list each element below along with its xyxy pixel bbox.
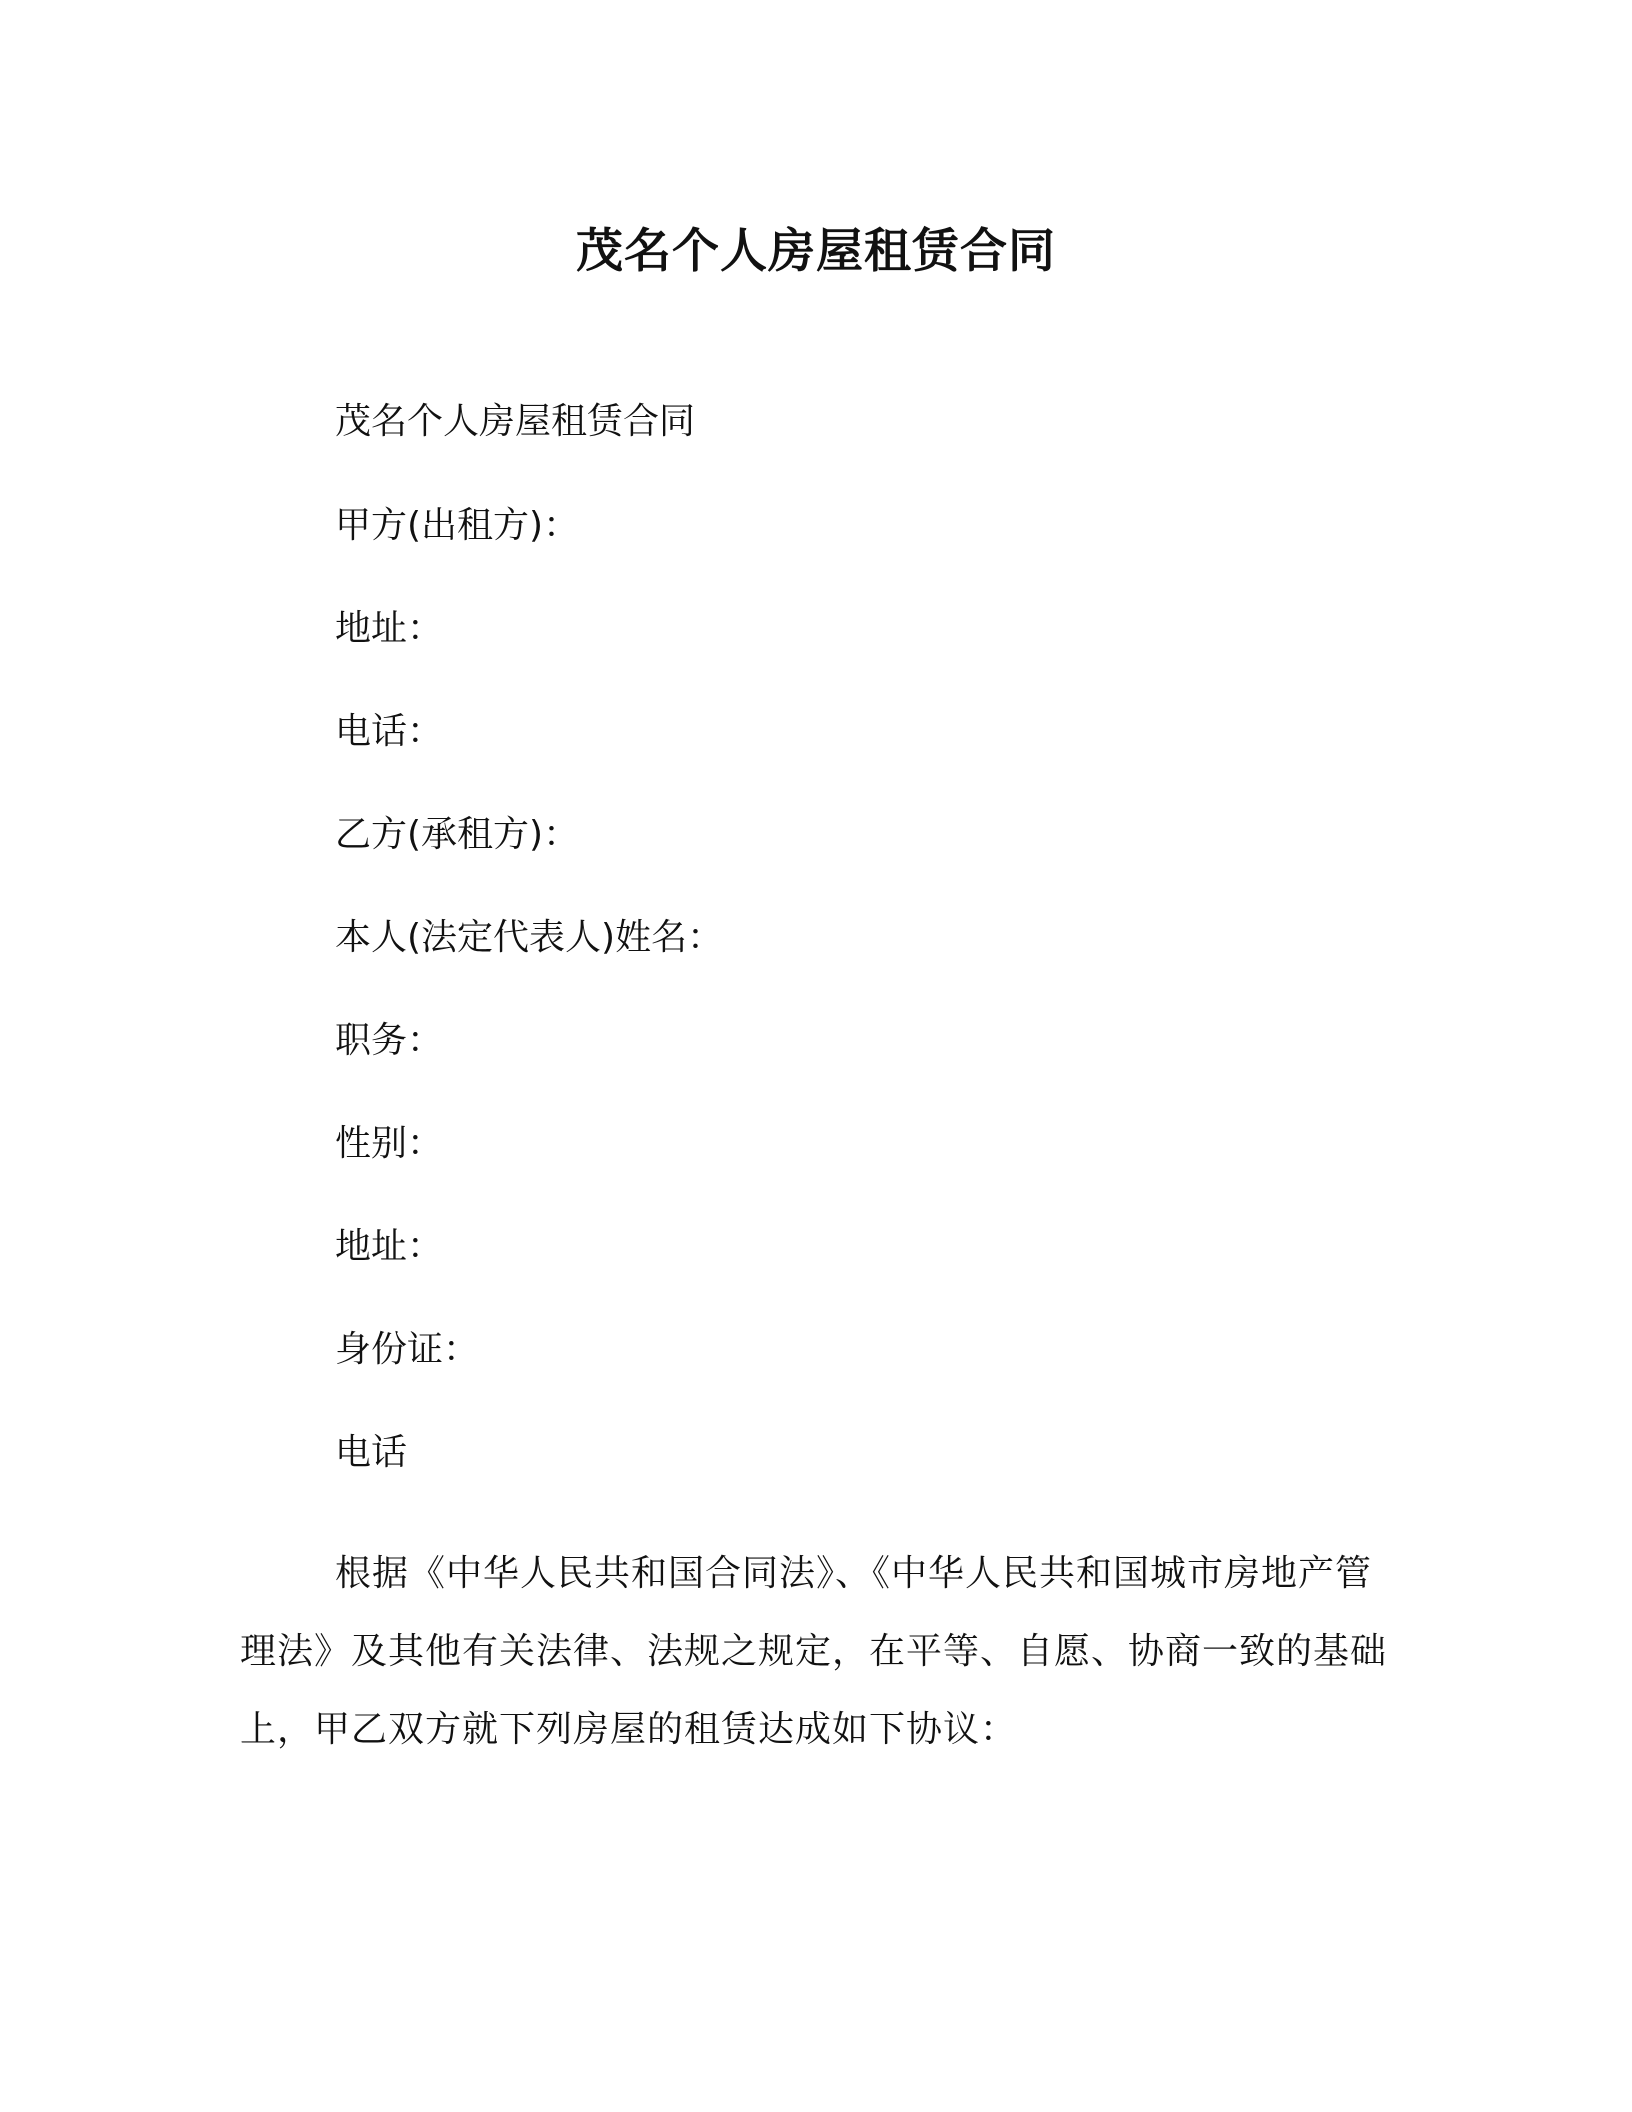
preamble-paragraph: 根据《中华人民共和国合同法》、《中华人民共和国城市房地产管理法》及其他有关法律、法规之规定，在平等、自愿、协商一致的基础上，甲乙双方就下列房屋的租赁达成如下协议： xyxy=(240,1553,1388,1750)
field-lessee: 乙方(承租方)： xyxy=(335,814,580,855)
field-lessor: 甲方(出租方)： xyxy=(335,505,580,546)
field-position: 职务： xyxy=(335,1020,444,1061)
document-title: 茂名个人房屋租赁合同 xyxy=(576,224,1056,279)
field-representative-name: 本人(法定代表人)姓名： xyxy=(335,917,724,958)
field-lessor-address: 地址： xyxy=(335,608,444,649)
field-id-card: 身份证： xyxy=(335,1329,480,1370)
field-lessee-address: 地址： xyxy=(335,1226,444,1267)
field-lessor-phone: 电话： xyxy=(335,711,444,752)
field-lessee-phone: 电话 xyxy=(335,1432,408,1473)
field-gender: 性别： xyxy=(335,1123,444,1164)
subtitle-line: 茂名个人房屋租赁合同 xyxy=(335,401,696,442)
